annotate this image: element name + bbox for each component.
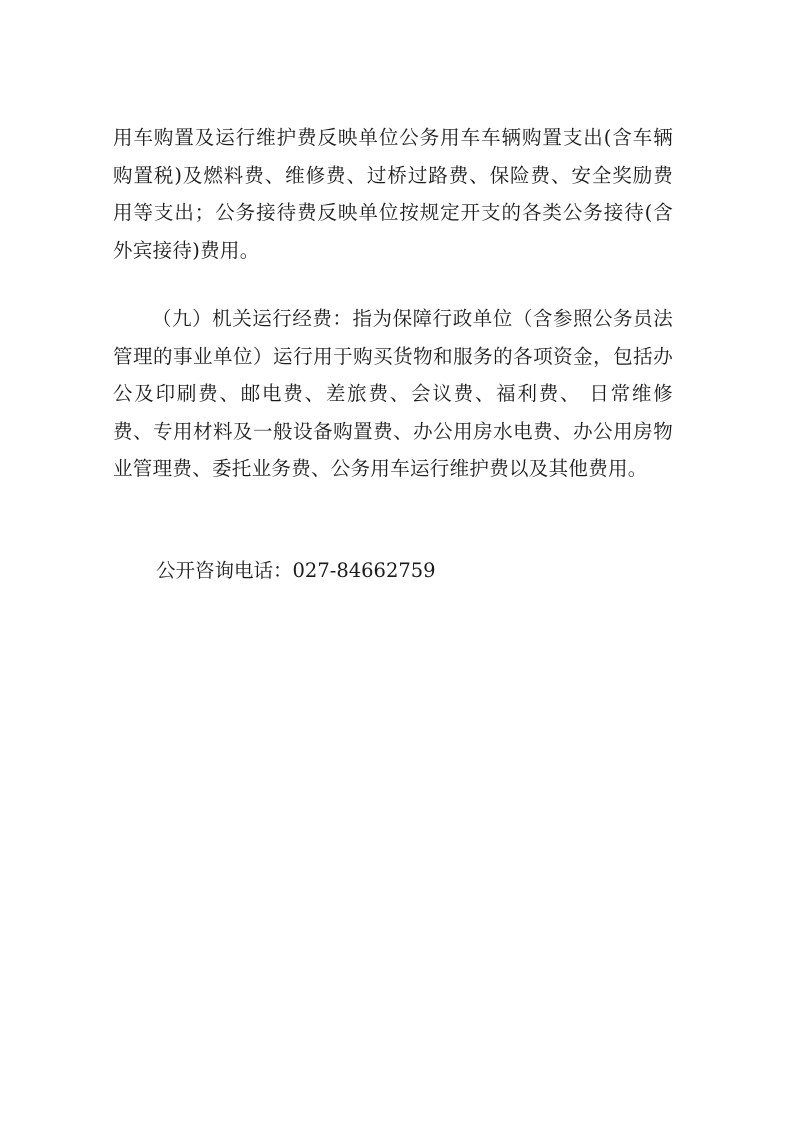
paragraph-office-operating-expenses: （九）机关运行经费：指为保障行政单位（含参照公务员法管理的事业单位）运行用于购买货物和服务的各项资金，包括办公及印刷费、邮电费、差旅费、会议费、福利费、 日常维修费、专用材料及一般设备购置费、办公用房水电费、办公用房物业管理费、委托业务费、公务用车运行维护费以及其他费用。: [113, 307, 673, 480]
contact-label: 公开咨询电话：: [156, 559, 293, 582]
contact-line: [156, 552, 436, 590]
contact-phone: 027-84662759: [292, 559, 436, 582]
paragraph-vehicle-and-reception-expenses: 用车购置及运行维护费反映单位公务用车车辆购置支出(含车辆购置税)及燃料费、维修费、过桥过路费、保险费、安全奖励费用等支出；公务接待费反映单位按规定开支的各类公务接待(含外宾接待)费用。: [113, 126, 673, 262]
